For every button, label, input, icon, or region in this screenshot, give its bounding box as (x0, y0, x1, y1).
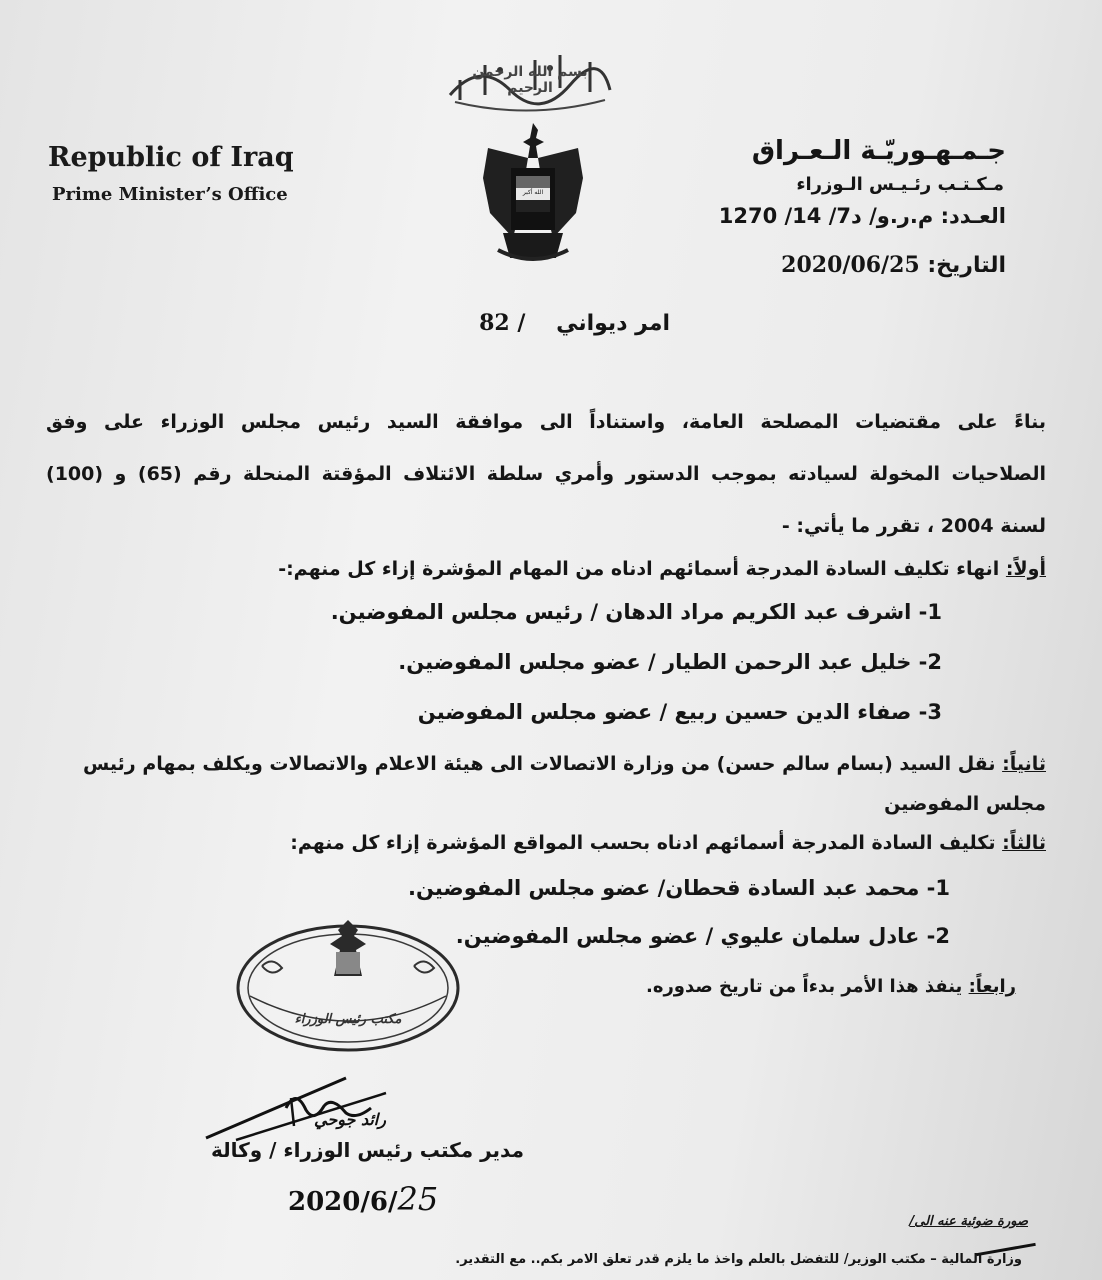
date-value: 2020/06/25 (781, 252, 920, 278)
order-number: / 82 (479, 310, 526, 336)
section-second-text: نقل السيد (بسام سالم حسن) من وزارة الاتصالات الى هيئة الاعلام والاتصالات ويكلف بمهام رئيس (83, 753, 996, 775)
preamble-line: الصلاحيات المخولة لسيادته بموجب الدستور وأمري سلطة الائتلاف المؤقتة المنحلة رقم (65) و (100) (46, 463, 1046, 485)
preamble-line: بناءً على مقتضيات المصلحة العامة، واستناداً الى موافقة السيد رئيس مجلس الوزراء على وفق (46, 411, 1046, 433)
header-en-title: Republic of Iraq (48, 142, 294, 173)
basmala-text: بسم الله الرحمن الرحيم (472, 64, 588, 96)
section-fourth-text: ينفذ هذا الأمر بدءاً من تاريخ صدوره. (645, 976, 963, 997)
handwritten-signature (196, 1068, 396, 1148)
list-item: 2- عادل سلمان عليوي / عضو مجلس المفوضين. (455, 924, 950, 948)
copy-to-label: صورة ضوئية عنه الى/ (909, 1214, 1028, 1229)
signatory-title: مدير مكتب رئيس الوزراء / وكالة (210, 1138, 524, 1162)
reference-number-value: م.ر.و/ د7/ 14/ 1270 (718, 204, 934, 228)
order-title: امر ديواني (556, 311, 670, 336)
date-row (781, 252, 1006, 278)
header-ar-subtitle: مـكـتـب رئـيـس الـوزراء (796, 174, 1004, 195)
section-third-label: ثالثاً: (1002, 832, 1046, 854)
signature-name: رائد جوحي (314, 1110, 386, 1129)
section-fourth (646, 976, 1016, 997)
basmala-calligraphy (440, 40, 620, 115)
reference-number-row (719, 204, 1006, 228)
signature-date-printed: 2020/6/ (288, 1187, 398, 1217)
list-item: 1- محمد عبد السادة قحطان/ عضو مجلس المفوضين. (407, 876, 950, 900)
header-ar-title: جـمـهـوريّـة الـعـراق (751, 136, 1006, 166)
official-stamp (232, 916, 464, 1056)
order-title-row (479, 310, 670, 336)
section-third-heading (290, 832, 1046, 854)
reference-number-label: العـدد: (940, 204, 1006, 228)
section-first-heading (278, 558, 1046, 580)
preamble-line: لسنة 2004 ، تقرر ما يأتي: - (781, 515, 1046, 537)
signature-date (288, 1180, 438, 1218)
preamble-paragraph (46, 396, 1046, 552)
list-item: 2- خليل عبد الرحمن الطيار / عضو مجلس المفوضين. (398, 650, 942, 674)
signature-date-handwritten: 25 (397, 1180, 439, 1218)
stamp-text: مكتب رئيس الوزراء (294, 1012, 402, 1027)
emblem-text: الله أكبر (522, 189, 544, 196)
section-second-text-continued: مجلس المفوضين (884, 793, 1046, 815)
list-item: 1- اشرف عبد الكريم مراد الدهان / رئيس مجلس المفوضين. (330, 600, 942, 624)
cc-line: وزارة المالية – مكتب الوزير/ للتفضل بالعلم واخذ ما يلزم قدر تعلق الامر بكم.. مع التقدير. (455, 1252, 1022, 1267)
section-second (6, 744, 1046, 824)
section-third-text: تكليف السادة المدرجة أسمائهم ادناه بحسب المواقع المؤشرة إزاء كل منهم: (290, 832, 996, 854)
section-fourth-label: رابعاً: (968, 976, 1016, 997)
section-first-text: انهاء تكليف السادة المدرجة أسمائهم ادناه من المهام المؤشرة إزاء كل منهم:- (278, 558, 1000, 580)
section-second-label: ثانياً: (1002, 753, 1046, 775)
section-first-label: أولاً: (1005, 558, 1046, 580)
header-en-subtitle: Prime Minister’s Office (52, 184, 288, 205)
list-item: 3- صفاء الدين حسين ربيع / عضو مجلس المفوضين (417, 700, 942, 724)
date-label: التاريخ: (927, 253, 1006, 278)
iraq-eagle-emblem (478, 118, 588, 268)
